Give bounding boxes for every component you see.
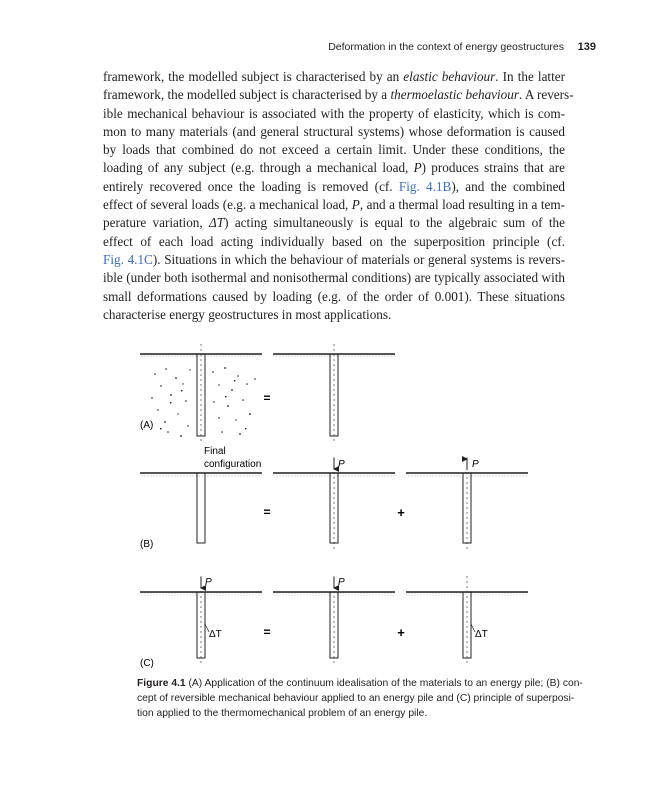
load-label: P xyxy=(472,459,479,470)
text-line: framework, the modelled subject is characterised by an elastic behaviour. In the latter xyxy=(103,69,565,84)
plus-sign: + xyxy=(397,625,405,640)
panel-label: (A) xyxy=(140,420,154,431)
text-line: framework, the modelled subject is characterised by a thermoelastic behaviour. A revers- xyxy=(103,87,574,103)
text-line: perature variation, ΔT) acting simultaneously is equal to the algebraic sum of the xyxy=(103,215,565,231)
panel-a xyxy=(140,344,395,444)
equals-sign: = xyxy=(263,625,271,639)
panel-b xyxy=(140,446,528,550)
final-configuration-label: configuration xyxy=(204,459,262,470)
text-line: effect of each load acting individually based on the superposition principle (cf. xyxy=(103,233,565,249)
running-header xyxy=(0,41,648,59)
final-configuration-label: Final xyxy=(204,446,226,457)
text-line: entirely recovered once the loading is removed (cf. Fig. 4.1B), and the combined xyxy=(103,178,566,194)
text-line: loading of any subject (e.g. through a mechanical load, P) produces strains that are xyxy=(103,160,565,176)
temperature-label: ΔT xyxy=(475,629,488,640)
page-number: 139 xyxy=(577,41,596,53)
text-line: mon to many materials (and general structural systems) whose deformation is caused xyxy=(103,123,565,139)
text-line: Fig. 4.1C). Situations in which the behaviour of materials or general systems is revers- xyxy=(103,251,566,267)
soil-particles xyxy=(151,367,256,437)
equals-sign: = xyxy=(263,391,271,405)
text-line: small deformations caused by loading (e.g. of the order of 0.001). These situations xyxy=(103,288,565,304)
figure-4-1 xyxy=(0,340,648,670)
text-line: by loads that combined do not exceed a certain limit. Under these conditions, the xyxy=(103,142,565,158)
plus-sign: + xyxy=(397,505,405,520)
panel-label: (B) xyxy=(140,539,154,550)
figure-caption xyxy=(137,676,583,721)
caption-line: cept of reversible mechanical behaviour applied to an energy pile and (C) principle of superposi- xyxy=(137,693,575,704)
caption-line: Figure 4.1 (A) Application of the continuum idealisation of the materials to an energy pile; (B) con- xyxy=(137,678,583,689)
running-title: Deformation in the context of energy geostructures xyxy=(328,41,564,53)
figure-link[interactable]: Fig. 4.1C xyxy=(103,251,153,267)
equals-sign: = xyxy=(263,505,271,519)
figure-number: Figure 4.1 xyxy=(137,678,186,689)
load-label: P xyxy=(205,577,212,588)
caption-line: tion applied to the thermomechanical problem of an energy pile. xyxy=(137,708,428,719)
load-label: P xyxy=(338,577,345,588)
text-line: ible (under both isothermal and nonisothermal conditions) are typically associated with xyxy=(103,270,565,286)
panel-label: (C) xyxy=(140,658,154,669)
temperature-label: ΔT xyxy=(209,629,222,640)
text-line: effect of several loads (e.g. a mechanical load, P, and a thermal load resulting in a tem- xyxy=(103,197,565,213)
text-line: characterise energy geostructures in most applications. xyxy=(103,306,392,322)
text-line: ible mechanical behaviour is associated with the property of elasticity, which is com- xyxy=(103,105,565,121)
figure-link[interactable]: Fig. 4.1B xyxy=(398,178,452,194)
panel-c xyxy=(140,576,528,669)
energy-pile xyxy=(197,473,205,543)
load-label: P xyxy=(338,459,345,470)
body-paragraph xyxy=(103,68,574,324)
